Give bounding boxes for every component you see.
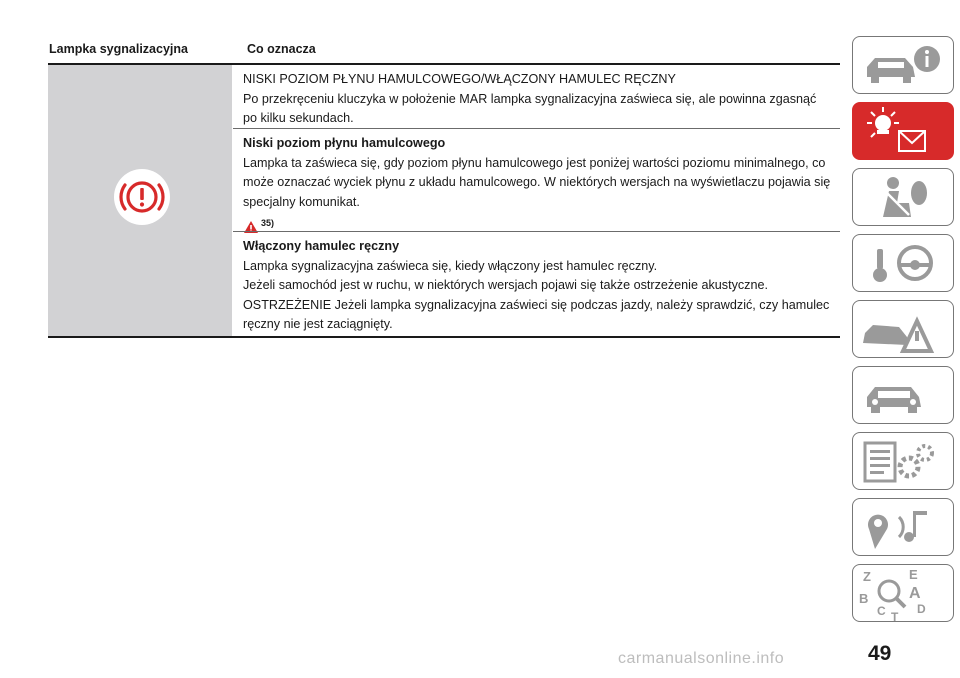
index-letter: Z [863,569,871,584]
alphabetical-index-icon [853,565,955,623]
index-letter: E [909,567,918,582]
car-maintenance-icon [853,367,955,425]
watermark: carmanualsonline.info [618,650,785,667]
table-row [243,134,833,234]
tab-index[interactable] [852,564,954,622]
multimedia-icon [853,499,955,557]
technical-data-icon [853,433,955,491]
table-bottom-rule [48,336,840,338]
tab-starting-driving[interactable] [852,234,954,292]
warning-lights-message-icon [853,103,955,161]
row-text: Lampka sygnalizacyjna zaświeca się, kiedy włączony jest hamulec ręczny. [243,258,658,273]
row-text: OSTRZEŻENIE Jeżeli lampka sygnalizacyjna zaświeci się podczas jazdy, należy sprawdzić, czy hamulec ręczny nie jest zaciągnięty. [243,297,830,331]
table-row [243,237,833,335]
brake-warning-icon [114,169,170,225]
row-divider [233,128,840,129]
breakdown-emergency-icon [853,301,955,359]
row-title: NISKI POZIOM PŁYNU HAMULCOWEGO/WŁĄCZONY HAMULEC RĘCZNY [243,72,676,86]
index-letter: T [891,610,899,623]
page-number: 49 [868,642,892,665]
row-title: Włączony hamulec ręczny [243,239,400,253]
index-letter: C [877,604,886,618]
tab-technical-data[interactable] [852,432,954,490]
tab-safety[interactable] [852,168,954,226]
column-header-meaning: Co oznacza [247,42,316,56]
tab-car-info[interactable] [852,36,954,94]
row-title: Niski poziom płynu hamulcowego [243,136,446,150]
row-divider [233,231,840,232]
warning-ref-number[interactable]: 35) [261,218,275,228]
table-row [243,70,833,129]
seat-airbag-icon [853,169,955,227]
tab-emergency[interactable] [852,300,954,358]
tab-multimedia[interactable] [852,498,954,556]
column-header-indicator: Lampka sygnalizacyjna [49,42,188,56]
index-letter: A [909,585,921,602]
row-text: Lampka ta zaświeca się, gdy poziom płynu hamulcowego jest poniżej wartości poziomu minimalnego, co może oznaczać wyciek płynu z układu hamulcowego. W niektórych wersjach na wyświetlaczu pojawia się specjalny komunikat. [243,155,831,209]
key-steering-wheel-icon [853,235,955,293]
row-text: Po przekręceniu kluczyka w położenie MAR lampka sygnalizacyjna zaświeca się, ale powinna zgasnąć po kilku sekundach. [243,91,817,125]
index-letter: B [859,591,869,606]
index-letter: D [917,602,926,616]
row-text: Jeżeli samochód jest w ruchu, w niektórych wersjach pojawi się także ostrzeżenie akustyczne. [243,278,768,292]
tab-warning-lights[interactable] [852,102,954,160]
car-info-icon [853,37,955,95]
tab-maintenance[interactable] [852,366,954,424]
